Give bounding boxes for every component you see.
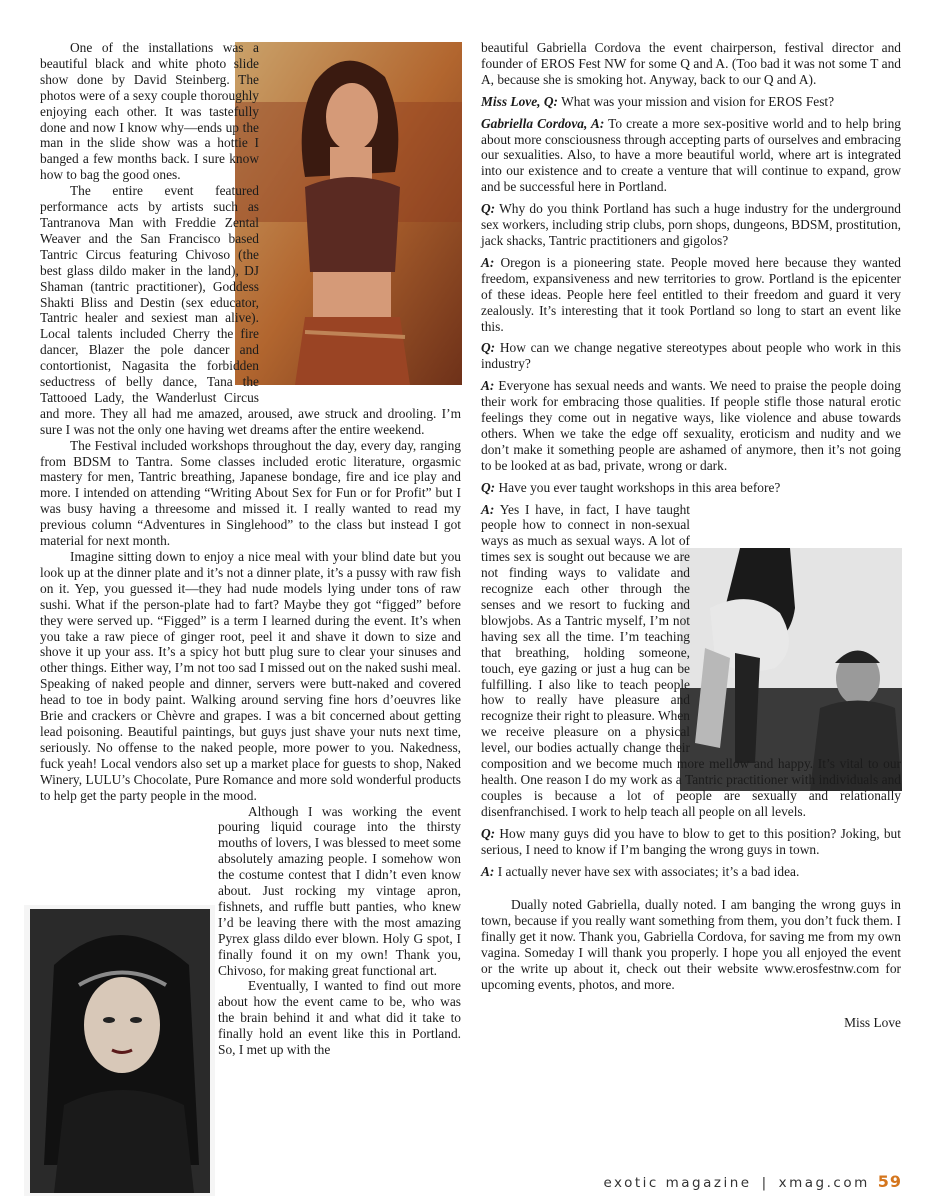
paragraph: beautiful Gabriella Cordova the event chairperson, festival director and founder of EROS Fest NW for some Q and A. (Too bad it was not some T and A, because she is smoking hot. Anyway, back to our Q and A). xyxy=(481,40,901,87)
paragraph: Imagine sitting down to enjoy a nice meal with your blind date but you look up at the dinner plate and it’s not a dinner plate, it’s a pussy with raw fish on it. Yep, you guessed it—they had nude models lying under tons of raw sushi. What if the person-plate had to fart? Maybe they got “figged” before they were served up. “Figged” is a term I learned during the event. It’s when you take a raw piece of ginger root, peel it and shave it down to size and shove it up your ass. It’s a spicy hot butt plug sure to clear your sinuses and other things. Either way, I’m not too sad I missed out on the naked sushi meal. Speaking of naked people and dinner, servers were butt-naked and covered head to toe in body paint. Walking around serving fine hors d’oeuvres like Brie and crackers or Chèvre and grapes. I was a bit concerned about getting lead poisoning. Beautiful paintings, but guys just shave your nuts next time, seriously. No offense to the naked people, more power to you. Nakedness, fuck yeah! Local vendors also set up a market place for guests to shop, Naked Winery, LULU’s Chocolate, Pure Romance and more sold wonderful products to help get the party people in the mood. xyxy=(40,549,461,803)
qa-label: Gabriella Cordova, A: xyxy=(481,115,605,131)
qa-label: Q: xyxy=(481,479,496,495)
qa-item xyxy=(481,94,901,110)
closing-paragraph: Dually noted Gabriella, dually noted. I am banging the wrong guys in town, because if you really want something from them, you don’t fuck them. I finally get it now. Thank you, Gabriella Cordova, for saving me from my own vagina. Someday I will thank you properly. I hope you all enjoyed the event or the write up about it, check out their website www.erosfestnw.com for upcoming events, photos, and more. xyxy=(481,897,901,992)
qa-item xyxy=(481,864,901,880)
right-article-column xyxy=(481,40,901,1031)
qa-text: What was your mission and vision for EROS Fest? xyxy=(561,93,835,109)
qa-label: A: xyxy=(481,863,495,879)
website-link[interactable]: xmag.com xyxy=(778,1175,870,1191)
paragraph: The Festival included workshops throughout the day, every day, ranging from BDSM to Tantra. Some classes included erotic literature, orgasmic mastery for men, Tantric breathing, Japanese bondage, fire and ice play and more. I intended on attending “Writing About Sex for Fun or for Profit” but I was busy having a threesome and missed it. I really wanted to read my previous column “Adventures in Singlehood” to the class but instead I got material for next month. xyxy=(40,437,461,549)
paragraph: The entire event featured performance acts by artists such as Tantranova Man with Freddie Zental Weaver and the San Francisco based Tantric Circus featuring Chivoso (the best glass dildo maker in the land), DJ Shaman (tantric practitioner), Goddess Shakti Bliss and Destin (sex educator, Tantric healer and sexiest man alive). Local talents included Cherry the fire dancer, Blazer the pole dancer and contortionist, Nagasita the forbidden seductress of belly dance, Tana the Tattooed Lady, the Wanderlust Circus and more. They all had me amazed, aroused, awe struck and drooling. I’m sure I was not the only one having wet dreams after the entire weekend. xyxy=(40,183,461,437)
qa-text: Yes I have, in fact, I have taught people how to connect in non-sexual ways as much as sexual ways. A lot of times sex is sought out because we are not finding ways to validate and recognize each other through the senses and we resort to fucking and blowjobs. As a Tantric myself, I’m not having sex all the time. I’m teaching that breathing, holding someone, touch, eye gazing or just a hug can be fulfilling. I also like to teach people how to really have pleasure and recognize their right to pleasure. When we receive pleasure on a physical level, our bodies actually change their composition and we become much more mellow and happy. It’s vital to our health. One reason I do my work as a Tantric practitioner with individuals and couples is because a lot of people are sexually and relationally disenfranchised. I work to help teach all people on all levels. xyxy=(481,501,901,819)
qa-text: To create a more sex-positive world and to help bring about more consciousness through accepting parts of ourselves and embracing our sexualities. Also, to have a more beautiful world, where art is integrated into our existence and to create a venture that will continue to expand, grow and be successful here in Portland. xyxy=(481,115,901,195)
qa-label: Miss Love, Q: xyxy=(481,93,558,109)
qa-text: How many guys did you have to blow to get to this position? Joking, but serious, I need to know if I’m banging the wrong guys in town. xyxy=(481,825,901,857)
qa-text: Oregon is a pioneering state. People moved here because they wanted freedom, expansiveness and new territories to grow. Portland is the epicenter of these ideas. People here feel entitled to their freedom and guard it very zealously. It’s interesting that it took Portland so long to start an event like this. xyxy=(481,254,901,334)
qa-label: A: xyxy=(481,378,495,394)
qa-item xyxy=(481,255,901,335)
qa-item xyxy=(481,378,901,473)
author-signature: Miss Love xyxy=(844,1014,901,1030)
qa-item xyxy=(481,826,901,858)
qa-text: Have you ever taught workshops in this area before? xyxy=(498,479,781,495)
paragraph: One of the installations was a beautiful black and white photo slide show done by David Steinberg. The photos were of a sexy couple thoroughly enjoying each other. It was tastefully done and now I know why—ends up the man in the slide show was a hottie I banged a few months back. I sure know how to bag the good ones. xyxy=(40,40,259,183)
qa-item xyxy=(481,480,901,496)
qa-label: A: xyxy=(481,254,495,270)
qa-item xyxy=(481,116,901,196)
qa-text: I actually never have sex with associates; it’s a bad idea. xyxy=(497,863,800,879)
qa-text: Everyone has sexual needs and wants. We need to praise the people doing their work for embracing those qualities. If people stifle those natural erotic feelings they come out in negative ways, like violence and abuse towards others. When we take the edge off sexuality, eroticism and nudity and we don’t make it something people are ashamed of anymore, then it’s not going to be looked at as bad, private, wrong or dark. xyxy=(481,378,901,473)
qa-label: A: xyxy=(481,501,495,517)
qa-text: How can we change negative stereotypes about people who work in this industry? xyxy=(481,340,901,372)
magazine-name: exotic magazine xyxy=(603,1175,752,1191)
paragraph: Eventually, I wanted to find out more about how the event came to be, who was the brain behind it and what did it take to finally hold an event like this in Portland. So, I met up with the xyxy=(218,978,461,1058)
qa-label: Q: xyxy=(481,825,496,841)
qa-text: Why do you think Portland has such a huge industry for the underground sex workers, including strip clubs, porn shops, dungeons, BDSM, prostitution, jack shacks, Tantric practitioners and gigolos? xyxy=(481,201,901,248)
qa-label: Q: xyxy=(481,201,496,217)
left-article-column xyxy=(40,40,461,1128)
qa-item xyxy=(481,201,901,249)
footer-separator: | xyxy=(761,1175,769,1191)
qa-item xyxy=(481,340,901,372)
page-number: 59 xyxy=(877,1172,902,1191)
paragraph: Although I was working the event pouring liquid courage into the thirsty mouths of lovers, I was blessed to meet some absolutely amazing people. I somehow won the costume contest that I didn’t even know about. Just rocking my vintage apron, fishnets, and ruffle butt panties, who knew I’d be leaving there with the most amazing Pyrex glass dildo ever blown. Holy G spot, I finally found it on my own! Thank you, Chivoso, for making great functional art. xyxy=(218,803,461,978)
qa-label: Q: xyxy=(481,340,496,356)
page-footer xyxy=(560,1172,902,1191)
